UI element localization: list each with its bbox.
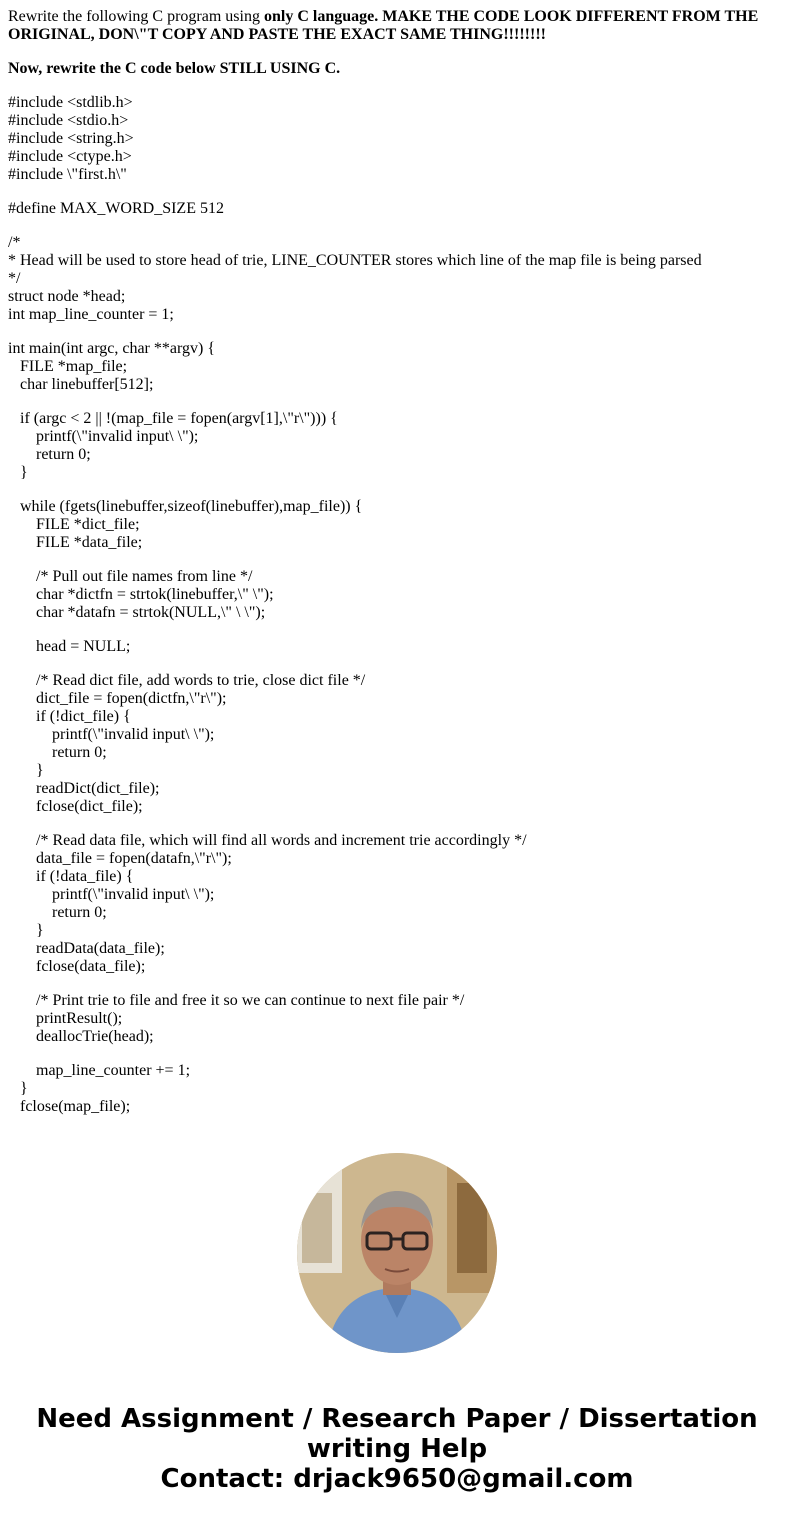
code-line: printf(\"invalid input\ \"); [8, 886, 215, 903]
code-line [8, 324, 786, 340]
code-line: #include <stdio.h> [8, 112, 129, 129]
code-line: #include \"first.h\" [8, 166, 127, 183]
code-line: #include <stdlib.h> [8, 94, 133, 111]
avatar-portrait [297, 1153, 497, 1353]
code-line: fclose(map_file); [8, 1098, 131, 1115]
code-line: } [8, 922, 44, 939]
intro-lead: Rewrite the following C program using [8, 8, 264, 25]
code-line: * Head will be used to store head of trie, LINE_COUNTER stores which line of the map file is being parsed [8, 252, 702, 269]
footer-contact: Contact: drjack9650@gmail.com [160, 1464, 634, 1494]
code-line [8, 656, 786, 672]
code-line: dict_file = fopen(dictfn,\"r\"); [8, 690, 227, 707]
intro-bold: only C language. MAKE THE CODE LOOK DIFFERENT FROM THE ORIGINAL, DON\"T COPY AND PASTE THE EXACT SAME THING!!!!!!!! [8, 8, 759, 43]
code-line: #define MAX_WORD_SIZE 512 [8, 200, 224, 217]
code-line: */ [8, 270, 21, 287]
code-line [8, 218, 786, 234]
code-line: fclose(dict_file); [8, 798, 143, 815]
author-avatar [297, 1153, 497, 1353]
code-line: if (argc < 2 || !(map_file = fopen(argv[1],\"r\"))) { [8, 410, 338, 427]
code-line: #include <ctype.h> [8, 148, 132, 165]
code-line: char *dictfn = strtok(linebuffer,\" \"); [8, 586, 274, 603]
code-line [8, 394, 786, 410]
code-line: fclose(data_file); [8, 958, 146, 975]
code-line: } [8, 464, 28, 481]
code-line: printf(\"invalid input\ \"); [8, 726, 215, 743]
code-line: FILE *map_file; [8, 358, 128, 375]
code-line: deallocTrie(head); [8, 1028, 154, 1045]
code-block [8, 94, 786, 1116]
code-line: } [8, 762, 44, 779]
code-line: /* Pull out file names from line */ [8, 568, 253, 585]
code-line: return 0; [8, 744, 107, 761]
code-line: /* Read data file, which will find all words and increment trie accordingly */ [8, 832, 527, 849]
code-line: printf(\"invalid input\ \"); [8, 428, 199, 445]
code-line: printResult(); [8, 1010, 123, 1027]
footer-line-2: writing Help [306, 1434, 488, 1464]
code-line: map_line_counter += 1; [8, 1062, 191, 1079]
code-line [8, 1046, 786, 1062]
code-line: #include <string.h> [8, 130, 134, 147]
code-line: /* Read dict file, add words to trie, close dict file */ [8, 672, 366, 689]
question-intro [8, 8, 786, 44]
code-line: while (fgets(linebuffer,sizeof(linebuffer),map_file)) { [8, 498, 363, 515]
code-line: } [8, 1080, 28, 1097]
code-line: FILE *data_file; [8, 534, 143, 551]
question-content [8, 8, 786, 1116]
code-line: char linebuffer[512]; [8, 376, 154, 393]
code-line: readDict(dict_file); [8, 780, 160, 797]
footer-banner [0, 1404, 794, 1494]
footer-line-1: Need Assignment / Research Paper / Dissertation [36, 1404, 758, 1434]
code-line [8, 482, 786, 498]
code-line: if (!data_file) { [8, 868, 134, 885]
code-line: data_file = fopen(datafn,\"r\"); [8, 850, 232, 867]
code-line [8, 816, 786, 832]
code-line: int map_line_counter = 1; [8, 306, 174, 323]
code-line: head = NULL; [8, 638, 131, 655]
code-line [8, 184, 786, 200]
code-line: int main(int argc, char **argv) { [8, 340, 216, 357]
code-line [8, 622, 786, 638]
code-line: return 0; [8, 446, 91, 463]
code-line: /* Print trie to file and free it so we can continue to next file pair */ [8, 992, 465, 1009]
code-line [8, 976, 786, 992]
code-line [8, 552, 786, 568]
code-line: readData(data_file); [8, 940, 165, 957]
code-line: struct node *head; [8, 288, 126, 305]
question-subhead: Now, rewrite the C code below STILL USING C. [8, 60, 341, 77]
code-line: FILE *dict_file; [8, 516, 140, 533]
code-line: return 0; [8, 904, 107, 921]
code-line: char *datafn = strtok(NULL,\" \ \"); [8, 604, 266, 621]
code-line: if (!dict_file) { [8, 708, 131, 725]
code-line: /* [8, 234, 21, 251]
